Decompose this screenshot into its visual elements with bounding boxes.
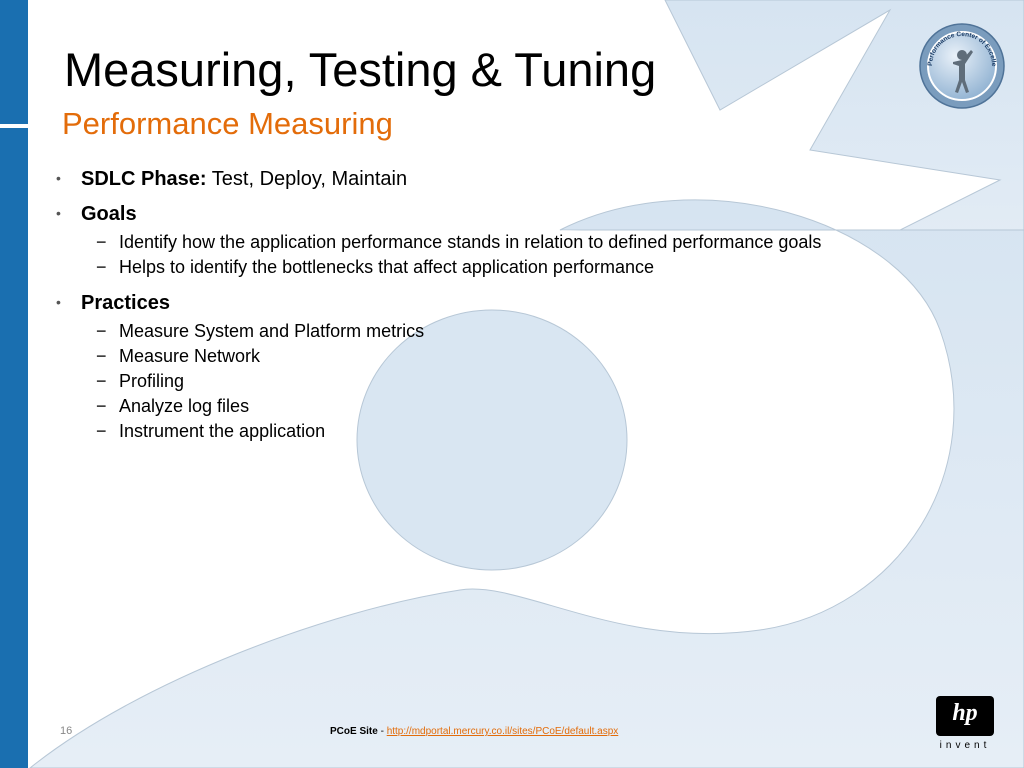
sub-item: [56, 344, 956, 369]
sub-item: [56, 319, 956, 344]
left-accent-bar: [0, 0, 28, 768]
bullet-lead: Goals: [81, 203, 137, 225]
slide-title: Measuring, Testing & Tuning: [64, 43, 657, 96]
slide-body: [56, 168, 956, 456]
dash-icon: −: [96, 396, 107, 416]
hp-logo-tagline: invent: [939, 740, 991, 751]
bullet-group-practices: [56, 292, 956, 444]
left-bar-notch: [0, 124, 28, 128]
sub-item-text: Profiling: [119, 371, 185, 391]
sub-item-text: Helps to identify the bottlenecks that affect application performance: [119, 257, 654, 277]
dash-icon: −: [96, 232, 107, 252]
sub-item-text: Measure System and Platform metrics: [119, 321, 425, 341]
sub-item: [56, 394, 956, 419]
bullet-item: [56, 168, 956, 191]
bullet-dot-icon: •: [56, 294, 61, 310]
sub-item: [56, 419, 956, 444]
dash-icon: −: [96, 371, 107, 391]
sub-item: [56, 230, 956, 255]
hp-logo: [930, 696, 1000, 754]
sub-item: [56, 369, 956, 394]
bullet-dot-icon: •: [56, 170, 61, 186]
footer-site-link[interactable]: http://mdportal.mercury.co.il/sites/PCoE/default.aspx: [386, 726, 619, 737]
sub-item-text: Measure Network: [119, 346, 261, 366]
dash-icon: −: [96, 321, 107, 341]
bullet-text: Test, Deploy, Maintain: [206, 168, 408, 190]
sub-item: [56, 255, 956, 280]
dash-icon: −: [96, 421, 107, 441]
bullet-lead: Practices: [81, 292, 170, 314]
slide-subtitle: Performance Measuring: [62, 106, 393, 141]
page-number: 16: [60, 725, 73, 737]
bullet-item: [56, 292, 956, 315]
sub-item-text: Analyze log files: [119, 396, 250, 416]
bullet-dot-icon: •: [56, 205, 61, 221]
sub-item-text: Instrument the application: [119, 421, 326, 441]
bullet-item: [56, 203, 956, 226]
hp-logo-mark: hp: [952, 700, 978, 726]
footer-site-label: PCoE Site: [330, 726, 378, 737]
dash-icon: −: [96, 257, 107, 277]
pcoe-logo: [918, 22, 1006, 110]
bullet-lead: SDLC Phase:: [81, 168, 207, 190]
footer-separator: -: [377, 726, 387, 737]
hp-logo-box: [936, 696, 994, 736]
footer-site-line: [330, 726, 618, 737]
bullet-group-goals: [56, 203, 956, 280]
svg-text:Performance Center of Excellen: Performance Center of Excelle: [926, 30, 998, 67]
sub-item-text: Identify how the application performance stands in relation to defined performance goals: [119, 232, 822, 252]
dash-icon: −: [96, 346, 107, 366]
bullet-group-sdlc: [56, 168, 956, 191]
